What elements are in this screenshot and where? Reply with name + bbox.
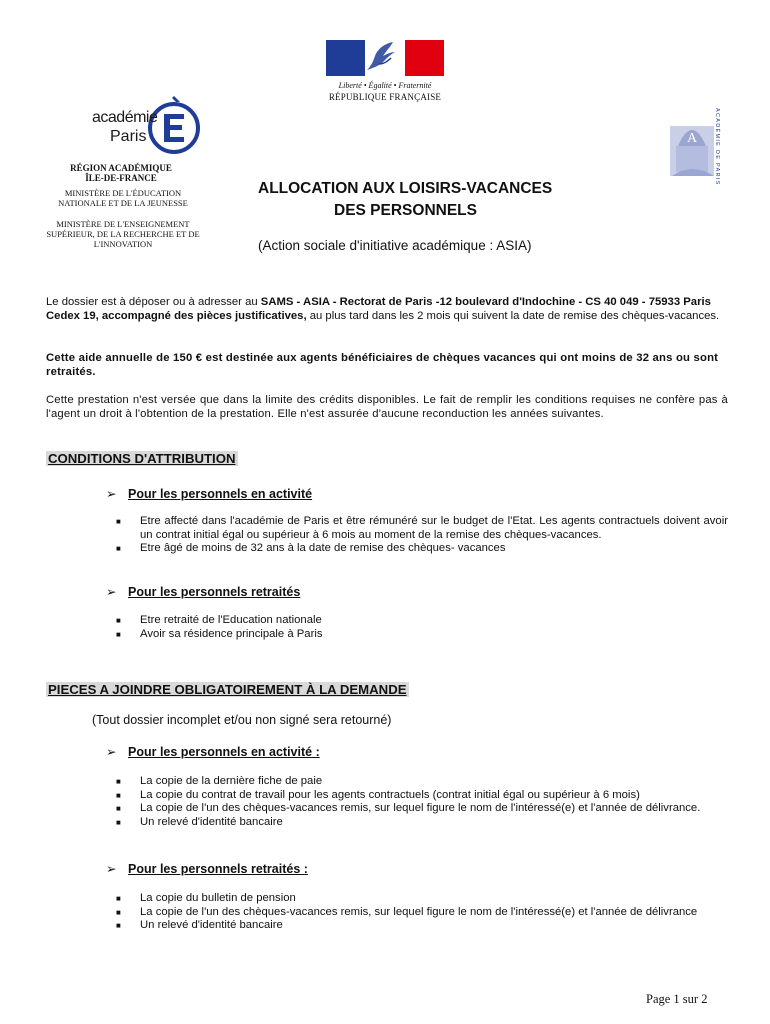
intro-paragraph: Le dossier est à déposer ou à adresser au SAMS - ASIA - Rectorat de Paris -12 boulevard d'Indochine - CS 40 049 - 75933 Paris Cedex 19, accompagné des pièces justificatives, au plus tard dans les 2 mois qui suivent la date de remise des chèques-vacances. [46,296,720,322]
arrow-bullet-icon: ➢ [106,862,117,876]
republique-francaise-logo [326,40,444,102]
page-number: Page 1 sur 2 [646,992,708,1006]
subtitle: (Action sociale d'initiative académique : ASIA) [258,238,532,253]
title-line-1: ALLOCATION AUX LOISIRS-VACANCES [258,180,553,197]
title-line-2: DES PERSONNELS [334,202,477,219]
republic-motto: Liberté • Égalité • Fraternité [338,81,432,90]
note-paragraph: Cette prestation n'est versée que dans la limite des crédits disponibles. Le fait de remplir les conditions requises ne confère pas à l'agent un droit à l'obtention de la prestation. Elle n'est assurée d'aucune reconduction les années suivantes. [46,394,728,420]
pieces-retired-subheading: ➢ Pour les personnels retraités : [106,862,308,876]
arrow-bullet-icon: ➢ [106,745,117,759]
region-label: RÉGION ACADÉMIQUE ÎLE-DE-FRANCE [70,163,172,183]
list-item: ■ La copie de la dernière fiche de paie [116,775,323,787]
pieces-heading: PIECES A JOINDRE OBLIGATOIREMENT À LA DEMANDE [48,682,407,697]
list-item: ■ Un relevé d'identité bancaire [116,815,283,828]
list-item: ■ La copie de l'un des chèques-vacances remis, sur lequel figure le nom de l'intéressé(e) et l'année de délivrance [116,905,698,918]
conditions-retired-list [116,614,728,641]
ministry-education: MINISTÈRE DE L'ÉDUCATION NATIONALE ET DE LA JEUNESSE [58,188,188,208]
academie-paris-emblem-icon [668,106,728,206]
list-item: ■ Etre retraité de l'Education nationale [116,614,322,626]
arrow-bullet-icon: ➢ [106,487,117,501]
list-item: ■ Etre affecté dans l'académie de Paris et être rémunéré sur le budget de l'Etat. Les agents contractuels doivent avoir un contrat initial égal ou supérieur à 6 mois au moment de la remise des chèques-vacances. [116,515,728,541]
amount-paragraph: Cette aide annuelle de 150 € est destinée aux agents bénéficiaires de chèques vacances qui ont moins de 32 ans ou sont retraités. [46,352,719,378]
arrow-bullet-icon: ➢ [106,585,117,599]
ministry-research: MINISTÈRE DE L'ENSEIGNEMENT SUPÉRIEUR, DE LA RECHERCHE ET DE L'INNOVATION [46,219,200,249]
pieces-active-list [116,775,728,829]
conditions-active-subheading: ➢ Pour les personnels en activité [106,487,313,501]
republic-name: RÉPUBLIQUE FRANÇAISE [328,92,442,102]
list-item: ■ La copie de l'un des chèques-vacances remis, sur lequel figure le nom de l'intéressé(e) et l'année de délivrance. [116,802,701,814]
emblem-vertical-text: ACADÉMIE DE PARIS [714,108,720,186]
academie-word: académie [92,109,158,126]
academie-city: Paris [110,128,147,145]
list-item: ■ La copie du bulletin de pension [116,892,296,904]
list-item: ■ La copie du contrat de travail pour les agents contractuels (contrat initial égal ou supérieur à 6 mois) [116,788,640,801]
incomplete-dossier-note: (Tout dossier incomplet et/ou non signé sera retourné) [92,713,392,727]
academie-logo [92,92,202,162]
marianne-flag-icon [326,40,444,76]
pieces-retired-list [116,892,728,933]
list-item: ■ Avoir sa résidence principale à Paris [116,627,323,640]
conditions-heading: CONDITIONS D'ATTRIBUTION [48,451,236,466]
pieces-active-subheading: ➢ Pour les personnels en activité : [106,745,320,759]
address-bold: SAMS - ASIA - Rectorat de Paris -12 boulevard d'Indochine - CS 40 049 - 75933 Paris Cedex 19, accompagné des pièces justificatives, [46,296,711,322]
conditions-active-list [116,515,728,556]
list-item: ■ Etre âgé de moins de 32 ans à la date de remise des chèques- vacances [116,542,506,554]
list-item: ■ Un relevé d'identité bancaire [116,919,283,931]
conditions-retired-subheading: ➢ Pour les personnels retraités [106,585,301,599]
svg-text:A: A [686,131,698,146]
